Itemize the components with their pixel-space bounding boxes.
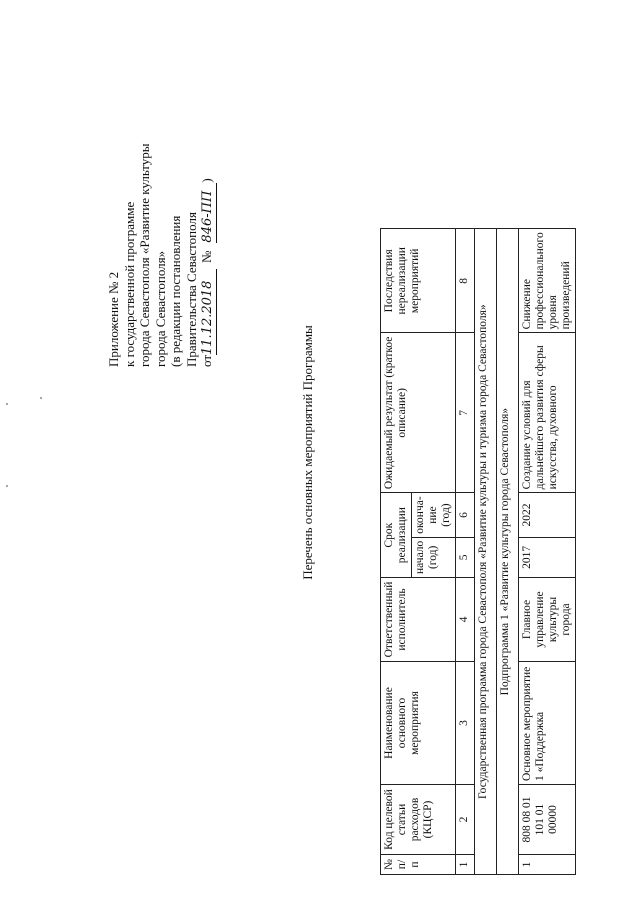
scan-speck [6, 485, 8, 487]
row-end: 2022 [519, 493, 576, 537]
appendix-line: (в редакции постановления [168, 215, 183, 367]
header-num: № п/п [381, 855, 456, 875]
row-start: 2017 [519, 537, 576, 577]
header-executor: Ответственный исполнитель [381, 578, 456, 662]
col-number: 7 [456, 333, 475, 493]
scan-speck [40, 397, 42, 399]
col-number: 1 [456, 855, 475, 875]
appendix-line: города Севастополя «Развитие культуры [137, 143, 152, 367]
closing-paren: ) [199, 178, 214, 183]
appendix-line: к государственной программе [121, 201, 137, 367]
row-name: Основное мероприятие 1 «Поддержка [519, 662, 576, 785]
appendix-date-line [199, 143, 217, 367]
appendix-line: города Севастополя» [152, 250, 168, 367]
header-row [381, 229, 412, 875]
scan-speck [6, 403, 8, 405]
row-consequence: Снижение профессионального уровня произведений [519, 229, 576, 333]
col-number: 8 [456, 229, 475, 333]
document-title: Перечень основных мероприятий Программы [300, 325, 315, 580]
date-prefix: от [199, 354, 214, 367]
subprogram-title: Подпрограмма 1 «Развитие культуры города Севастополя» [497, 229, 519, 875]
row-result: Создание условий для дальнейшего развития сферы искусства, духовного [519, 333, 576, 493]
row-executor: Главное управление культуры города [519, 578, 576, 662]
header-result: Ожидаемый результат (краткое описание) [381, 333, 456, 493]
header-code: Код целевой статьи расходов (КЦСР) [381, 785, 456, 855]
column-number-row [456, 229, 475, 875]
appendix-line: Приложение № 2 [106, 271, 121, 367]
row-num: 1 [519, 855, 576, 875]
col-number: 4 [456, 578, 475, 662]
header-start: начало (год) [412, 537, 456, 577]
table-row [519, 229, 576, 875]
appendix-line: Правительства Севастополя [183, 212, 199, 367]
measures-table-wrap [380, 228, 576, 875]
subprogram-row [497, 229, 519, 875]
handwritten-date: 11.12.2018 [200, 269, 217, 355]
program-row [475, 229, 497, 875]
col-number: 2 [456, 785, 475, 855]
row-code: 808 08 01 101 01 00000 [519, 785, 576, 855]
header-period: Срок реализации [381, 493, 412, 578]
appendix-block [106, 143, 217, 367]
header-consequence: Последствия нереализации мероприятий [381, 229, 456, 333]
header-name: Наименование основного мероприятия [381, 662, 456, 785]
program-title: Государственная программа города Севастополя «Развитие культуры и туризма города Севастополя» [475, 229, 497, 875]
header-end: оконча- ние (год) [412, 493, 456, 537]
col-number: 5 [456, 537, 475, 577]
measures-table [380, 228, 576, 875]
number-label: № [199, 250, 214, 263]
col-number: 6 [456, 493, 475, 537]
col-number: 3 [456, 662, 475, 785]
handwritten-number: 846-ПП [200, 183, 217, 243]
